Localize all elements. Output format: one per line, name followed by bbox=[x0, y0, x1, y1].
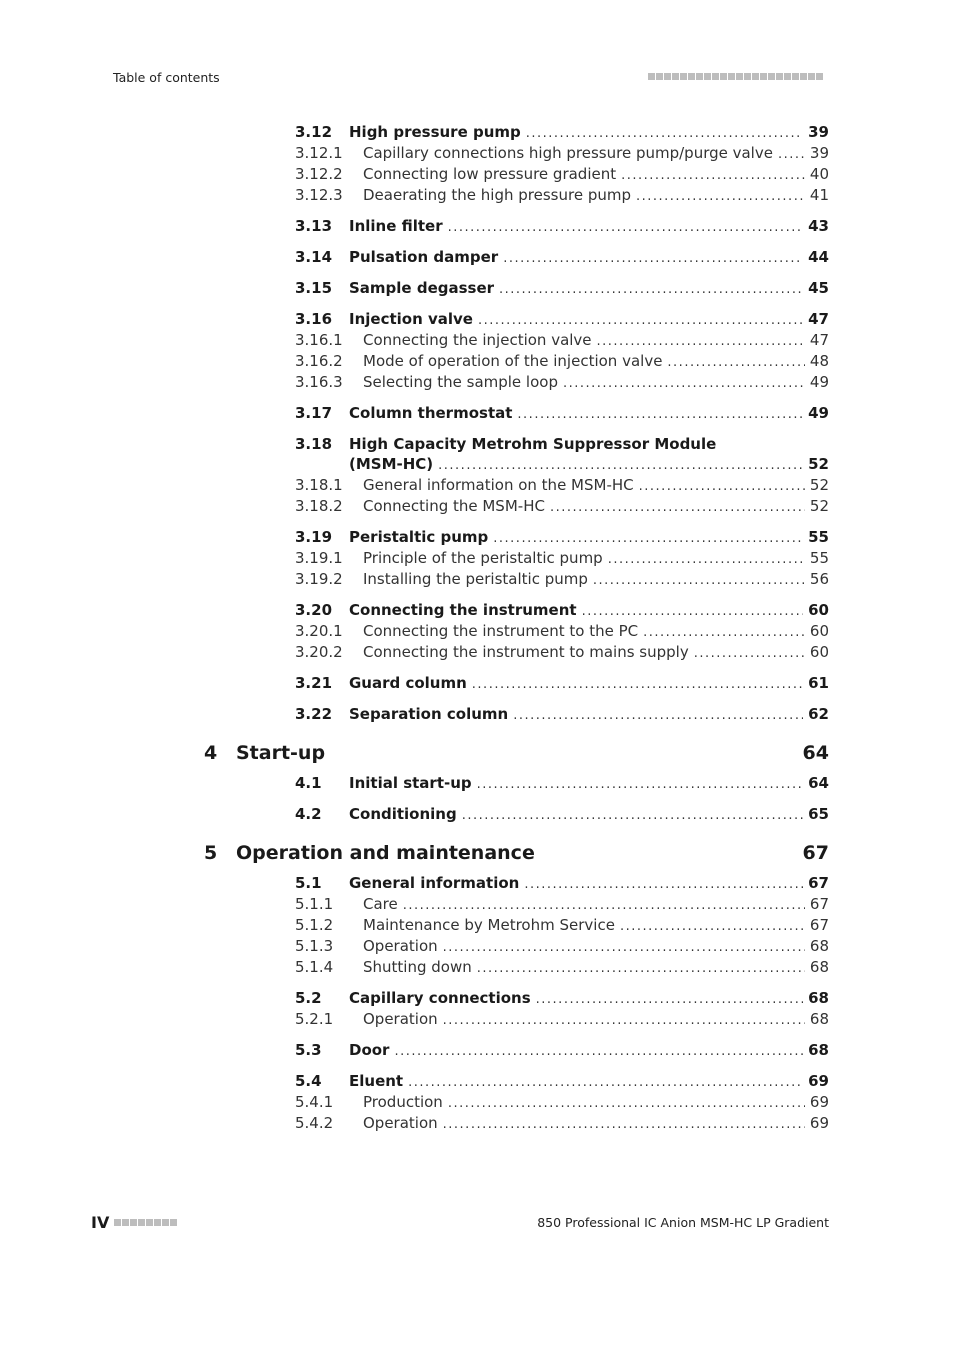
entry-number: 3.21 bbox=[295, 674, 333, 692]
leader-dots bbox=[597, 332, 805, 352]
entry-title: Injection valve bbox=[349, 310, 473, 328]
entry-page: 44 bbox=[808, 248, 829, 266]
entry-title: Maintenance by Metrohm Service bbox=[363, 916, 615, 934]
toc-subentry[interactable] bbox=[0, 1092, 829, 1112]
toc-entry[interactable] bbox=[0, 216, 829, 236]
toc-entry[interactable] bbox=[0, 1040, 829, 1060]
entry-title: Initial start-up bbox=[349, 774, 472, 792]
entry-page: 43 bbox=[808, 217, 829, 235]
toc-entry[interactable] bbox=[0, 309, 829, 329]
entry-number: 3.12.3 bbox=[295, 186, 343, 204]
entry-page: 68 bbox=[809, 937, 829, 955]
entry-title: Care bbox=[363, 895, 398, 913]
entry-title: Capillary connections high pressure pump/purge valve bbox=[363, 144, 773, 162]
entry-page: 69 bbox=[808, 1072, 829, 1090]
leader-dots bbox=[563, 374, 805, 394]
toc-subentry[interactable] bbox=[0, 957, 829, 977]
entry-page: 49 bbox=[808, 404, 829, 422]
entry-title: Installing the peristaltic pump bbox=[363, 570, 588, 588]
leader-dots bbox=[639, 477, 805, 497]
entry-number: 3.20 bbox=[295, 601, 333, 619]
leader-dots bbox=[472, 675, 803, 695]
entry-page: 68 bbox=[808, 1041, 829, 1059]
leader-dots bbox=[636, 187, 805, 207]
leader-dots bbox=[478, 311, 803, 331]
entry-number: 5.1 bbox=[295, 874, 322, 892]
entry-number: 5.4 bbox=[295, 1072, 322, 1090]
entry-page: 60 bbox=[809, 643, 829, 661]
entry-number: 3.17 bbox=[295, 404, 333, 422]
toc-chapter[interactable] bbox=[204, 841, 829, 865]
entry-number: 5.2.1 bbox=[295, 1010, 334, 1028]
leader-dots bbox=[621, 166, 805, 186]
entry-title: Connecting the instrument bbox=[349, 601, 577, 619]
chapter-number: 5 bbox=[204, 842, 218, 864]
entry-page: 49 bbox=[809, 373, 829, 391]
entry-title: Mode of operation of the injection valve bbox=[363, 352, 663, 370]
toc-subentry[interactable] bbox=[0, 1113, 829, 1133]
product-name: 850 Professional IC Anion MSM-HC LP Gradient bbox=[537, 1215, 829, 1230]
entry-number: 3.12.1 bbox=[295, 144, 343, 162]
entry-number: 3.12 bbox=[295, 123, 333, 141]
entry-number: 5.2 bbox=[295, 989, 322, 1007]
leader-dots bbox=[443, 1115, 805, 1135]
entry-page: 52 bbox=[808, 455, 829, 473]
entry-page: 39 bbox=[808, 123, 829, 141]
entry-number: 3.20.1 bbox=[295, 622, 343, 640]
entry-number: 3.22 bbox=[295, 705, 333, 723]
entry-title: Door bbox=[349, 1041, 390, 1059]
entry-title: General information bbox=[349, 874, 520, 892]
toc-subentry[interactable] bbox=[0, 915, 829, 935]
leader-dots bbox=[477, 959, 805, 979]
leader-dots bbox=[667, 353, 804, 373]
toc-entry[interactable] bbox=[0, 988, 829, 1008]
leader-dots bbox=[403, 896, 805, 916]
leader-dots bbox=[524, 875, 803, 895]
entry-title: Eluent bbox=[349, 1072, 404, 1090]
entry-number: 3.19.2 bbox=[295, 570, 343, 588]
toc-subentry[interactable] bbox=[0, 936, 829, 956]
entry-page: 65 bbox=[808, 805, 829, 823]
leader-dots bbox=[582, 602, 804, 622]
toc-subentry[interactable] bbox=[0, 164, 829, 184]
entry-number: 5.1.1 bbox=[295, 895, 334, 913]
toc-subentry[interactable] bbox=[0, 569, 829, 589]
entry-page: 52 bbox=[809, 476, 829, 494]
entry-number: 3.18 bbox=[295, 435, 333, 453]
entry-page: 68 bbox=[809, 958, 829, 976]
leader-dots bbox=[550, 498, 805, 518]
toc-entry[interactable] bbox=[0, 804, 829, 824]
leader-dots bbox=[513, 706, 803, 726]
toc-entry[interactable] bbox=[0, 704, 829, 724]
entry-page: 47 bbox=[809, 331, 829, 349]
entry-title: Sample degasser bbox=[349, 279, 495, 297]
entry-page: 45 bbox=[808, 279, 829, 297]
entry-page: 68 bbox=[809, 1010, 829, 1028]
leader-dots bbox=[536, 990, 803, 1010]
leader-dots bbox=[448, 1094, 805, 1114]
leader-dots bbox=[448, 218, 804, 238]
toc-entry[interactable] bbox=[0, 527, 829, 547]
entry-title: General information on the MSM-HC bbox=[363, 476, 634, 494]
entry-page: 52 bbox=[809, 497, 829, 515]
toc-subentry[interactable] bbox=[0, 894, 829, 914]
leader-dots bbox=[620, 917, 805, 937]
leader-dots bbox=[408, 1073, 803, 1093]
leader-dots bbox=[477, 775, 803, 795]
entry-title: Connecting the instrument to mains supply bbox=[363, 643, 689, 661]
entry-title: Operation bbox=[363, 937, 438, 955]
entry-number: 3.18.1 bbox=[295, 476, 343, 494]
entry-number: 3.12.2 bbox=[295, 165, 343, 183]
entry-number: 3.16.1 bbox=[295, 331, 343, 349]
entry-page: 48 bbox=[809, 352, 829, 370]
entry-title: High Capacity Metrohm Suppressor Module bbox=[349, 435, 717, 453]
toc-entry[interactable] bbox=[0, 773, 829, 793]
entry-page: 69 bbox=[809, 1093, 829, 1111]
entry-page: 62 bbox=[808, 705, 829, 723]
entry-number: 3.20.2 bbox=[295, 643, 343, 661]
entry-page: 68 bbox=[808, 989, 829, 1007]
leader-dots bbox=[517, 405, 803, 425]
toc-subentry[interactable] bbox=[0, 143, 829, 163]
entry-page: 40 bbox=[809, 165, 829, 183]
entry-number: 4.1 bbox=[295, 774, 322, 792]
entry-number: 3.18.2 bbox=[295, 497, 343, 515]
leader-dots bbox=[694, 644, 805, 664]
page-number: IV bbox=[91, 1213, 110, 1232]
entry-title: Peristaltic pump bbox=[349, 528, 489, 546]
leader-dots bbox=[462, 806, 803, 826]
leader-dots bbox=[778, 145, 805, 165]
entry-number: 3.15 bbox=[295, 279, 333, 297]
toc-subentry[interactable] bbox=[0, 621, 829, 641]
entry-number: 5.4.2 bbox=[295, 1114, 334, 1132]
entry-title: High pressure pump bbox=[349, 123, 521, 141]
toc-entry[interactable] bbox=[0, 1071, 829, 1091]
chapter-page: 64 bbox=[802, 742, 829, 764]
toc-subentry[interactable] bbox=[0, 185, 829, 205]
entry-page: 60 bbox=[809, 622, 829, 640]
toc-entry[interactable] bbox=[0, 673, 829, 693]
entry-title: Separation column bbox=[349, 705, 509, 723]
toc-entry[interactable] bbox=[0, 278, 829, 298]
entry-title: Selecting the sample loop bbox=[363, 373, 558, 391]
leader-dots bbox=[438, 456, 803, 476]
entry-title: Conditioning bbox=[349, 805, 457, 823]
toc-subentry[interactable] bbox=[0, 548, 829, 568]
entry-title: Operation bbox=[363, 1114, 438, 1132]
leader-dots bbox=[643, 623, 805, 643]
toc-entry[interactable] bbox=[0, 873, 829, 893]
chapter-number: 4 bbox=[204, 742, 218, 764]
entry-page: 55 bbox=[809, 549, 829, 567]
toc-entry[interactable] bbox=[0, 434, 829, 454]
entry-number: 3.16 bbox=[295, 310, 333, 328]
entry-page: 41 bbox=[809, 186, 829, 204]
entry-title: Column thermostat bbox=[349, 404, 513, 422]
toc-subentry[interactable] bbox=[0, 372, 829, 392]
toc-subentry[interactable] bbox=[0, 1009, 829, 1029]
leader-dots bbox=[593, 571, 805, 591]
entry-page: 67 bbox=[809, 916, 829, 934]
entry-page: 60 bbox=[808, 601, 829, 619]
toc-subentry[interactable] bbox=[0, 642, 829, 662]
toc-entry[interactable] bbox=[0, 247, 829, 267]
leader-dots bbox=[503, 249, 803, 269]
entry-title: Pulsation damper bbox=[349, 248, 499, 266]
entry-number: 3.16.2 bbox=[295, 352, 343, 370]
chapter-page: 67 bbox=[802, 842, 829, 864]
entry-number: 4.2 bbox=[295, 805, 322, 823]
entry-title: Connecting the instrument to the PC bbox=[363, 622, 639, 640]
entry-title: Capillary connections bbox=[349, 989, 531, 1007]
chapter-title: Operation and maintenance bbox=[236, 842, 535, 864]
entry-title: Shutting down bbox=[363, 958, 472, 976]
entry-title: Connecting the MSM-HC bbox=[363, 497, 545, 515]
toc-entry-continued[interactable] bbox=[0, 454, 829, 474]
toc-entry[interactable] bbox=[0, 403, 829, 423]
entry-page: 67 bbox=[808, 874, 829, 892]
entry-page: 47 bbox=[808, 310, 829, 328]
entry-title: Principle of the peristaltic pump bbox=[363, 549, 603, 567]
leader-dots bbox=[394, 1042, 803, 1062]
entry-page: 61 bbox=[808, 674, 829, 692]
toc-subentry[interactable] bbox=[0, 330, 829, 350]
entry-page: 64 bbox=[808, 774, 829, 792]
leader-dots bbox=[499, 280, 803, 300]
entry-page: 55 bbox=[808, 528, 829, 546]
entry-title: Inline filter bbox=[349, 217, 443, 235]
toc-subentry[interactable] bbox=[0, 351, 829, 371]
entry-number: 5.4.1 bbox=[295, 1093, 334, 1111]
entry-title: Connecting the injection valve bbox=[363, 331, 592, 349]
toc-subentry[interactable] bbox=[0, 496, 829, 516]
toc-entry[interactable] bbox=[0, 600, 829, 620]
entry-title: Production bbox=[363, 1093, 443, 1111]
entry-page: 56 bbox=[809, 570, 829, 588]
entry-number: 3.13 bbox=[295, 217, 333, 235]
entry-number: 3.16.3 bbox=[295, 373, 343, 391]
toc-chapter[interactable] bbox=[204, 741, 829, 765]
entry-title-continued: (MSM-HC) bbox=[349, 455, 434, 473]
entry-title: Deaerating the high pressure pump bbox=[363, 186, 631, 204]
leader-dots bbox=[608, 550, 805, 570]
entry-number: 5.1.2 bbox=[295, 916, 334, 934]
entry-title: Connecting low pressure gradient bbox=[363, 165, 617, 183]
entry-number: 5.3 bbox=[295, 1041, 322, 1059]
footer-decoration bbox=[114, 1219, 177, 1226]
leader-dots bbox=[493, 529, 803, 549]
entry-page: 67 bbox=[809, 895, 829, 913]
toc-entry[interactable] bbox=[0, 122, 829, 142]
entry-title: Guard column bbox=[349, 674, 467, 692]
entry-page: 69 bbox=[809, 1114, 829, 1132]
toc-subentry[interactable] bbox=[0, 475, 829, 495]
leader-dots bbox=[526, 124, 803, 144]
entry-number: 5.1.3 bbox=[295, 937, 334, 955]
chapter-title: Start-up bbox=[236, 742, 326, 764]
entry-title: Operation bbox=[363, 1010, 438, 1028]
entry-number: 3.19 bbox=[295, 528, 333, 546]
entry-number: 3.14 bbox=[295, 248, 333, 266]
running-header: Table of contents bbox=[113, 70, 220, 85]
entry-number: 5.1.4 bbox=[295, 958, 334, 976]
leader-dots bbox=[443, 1011, 805, 1031]
entry-page: 39 bbox=[809, 144, 829, 162]
leader-dots bbox=[443, 938, 805, 958]
entry-number: 3.19.1 bbox=[295, 549, 343, 567]
